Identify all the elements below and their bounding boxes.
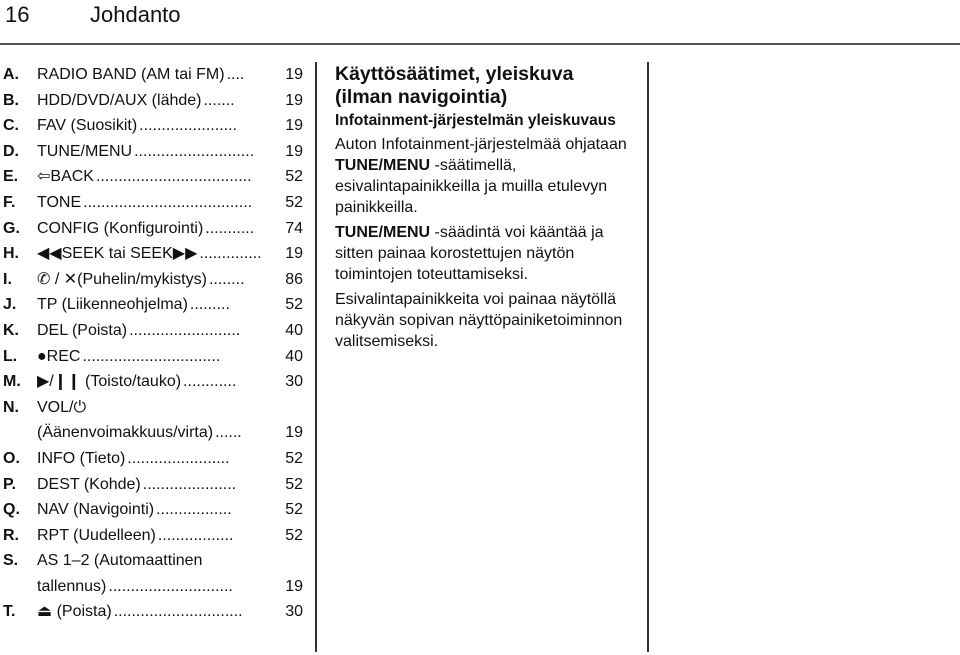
control-item (3, 548, 303, 599)
control-label: TP (Liikenneohjelma) (37, 296, 188, 314)
page-reference: 19 (285, 424, 303, 442)
control-letter: D. (3, 142, 19, 160)
dot-leader: ............................. (113, 603, 243, 621)
dot-leader: ................................... (95, 168, 252, 186)
control-line (37, 599, 303, 625)
paragraph-preset-buttons: Esivalintapainikkeita voi painaa näytöllä näkyvän sopivan näyttöpainiketoiminnon valitsemiseksi. (335, 291, 623, 350)
control-letter: L. (3, 347, 18, 365)
control-letter: P. (3, 475, 17, 493)
control-item (3, 523, 303, 549)
control-line (37, 241, 303, 267)
dot-leader: ........... (205, 219, 255, 237)
control-line (37, 292, 303, 318)
control-label: DEL (Poista) (37, 321, 128, 339)
dot-leader: ............................ (108, 577, 233, 595)
control-line (37, 62, 303, 88)
page-reference: 74 (285, 219, 303, 237)
dot-leader: ........ (208, 270, 245, 288)
control-letter: F. (3, 193, 16, 211)
page-reference: 30 (285, 373, 303, 391)
control-line (37, 497, 303, 523)
dot-leader: ................. (156, 501, 232, 519)
control-letter: E. (3, 168, 19, 186)
control-description (37, 472, 303, 498)
dot-leader: ...................................... (83, 193, 253, 211)
control-letter: H. (3, 245, 19, 263)
control-line (37, 164, 303, 190)
control-letter: I. (3, 270, 12, 288)
page-reference: 40 (285, 321, 303, 339)
control-description (37, 292, 303, 318)
control-label: ⇦BACK (37, 168, 94, 186)
controls-legend-list (3, 62, 303, 625)
control-label: VOL/⏻ (37, 398, 87, 416)
dot-leader: ............ (183, 373, 237, 391)
control-label: RPT (Uudelleen) (37, 526, 156, 544)
page-reference: 52 (285, 501, 303, 519)
control-item (3, 497, 303, 523)
control-line (37, 395, 303, 421)
page-reference: 30 (285, 603, 303, 621)
control-description (37, 62, 303, 88)
page-reference: 19 (285, 577, 303, 595)
column-divider-right (647, 62, 649, 652)
control-line (37, 369, 303, 395)
control-label: HDD/DVD/AUX (lähde) (37, 91, 202, 109)
control-description (37, 395, 303, 446)
control-label: FAV (Suosikit) (37, 117, 138, 135)
control-letter: O. (3, 449, 20, 467)
control-line (37, 190, 303, 216)
control-description (37, 523, 303, 549)
header-divider (0, 43, 960, 45)
dot-leader: ......................... (129, 321, 241, 339)
control-line (37, 446, 303, 472)
control-item (3, 395, 303, 446)
control-label: TONE (37, 193, 82, 211)
control-letter: T. (3, 603, 16, 621)
dot-leader: ....... (203, 91, 235, 109)
control-line (37, 344, 303, 370)
control-description (37, 164, 303, 190)
control-letter: K. (3, 321, 19, 339)
control-item (3, 113, 303, 139)
paragraph-tune-menu (335, 222, 635, 285)
page-reference: 52 (285, 168, 303, 186)
control-line (37, 523, 303, 549)
control-description (37, 113, 303, 139)
column-divider-left (315, 62, 317, 652)
control-letter: J. (3, 296, 17, 314)
page-reference: 52 (285, 475, 303, 493)
control-description (37, 267, 303, 293)
control-description (37, 446, 303, 472)
control-item (3, 369, 303, 395)
control-description (37, 369, 303, 395)
control-letter: B. (3, 91, 19, 109)
control-description (37, 190, 303, 216)
page-reference: 52 (285, 526, 303, 544)
control-description (37, 241, 303, 267)
page-reference: 19 (285, 66, 303, 83)
control-line (37, 420, 303, 446)
control-letter: M. (3, 373, 21, 391)
control-line (37, 267, 303, 293)
control-label: ✆ / ✕(Puhelin/mykistys) (37, 270, 207, 288)
control-item (3, 472, 303, 498)
dot-leader: ................. (157, 526, 234, 544)
control-letter: Q. (3, 501, 20, 519)
control-item (3, 267, 303, 293)
control-line (37, 88, 303, 114)
paragraph-intro-part2: -säätimellä, esivalintapainikkeilla ja muilla etulevyn painikkeilla. (335, 157, 608, 216)
control-description (37, 88, 303, 114)
page-reference: 86 (285, 270, 303, 288)
control-item (3, 139, 303, 165)
dot-leader: .... (226, 66, 245, 83)
paragraph-tune-menu-text: -säädintä voi kääntää ja sitten painaa korostettujen näytön toimintojen toteuttamiseksi. (335, 224, 604, 283)
control-description (37, 216, 303, 242)
control-label: DEST (Kohde) (37, 475, 141, 493)
control-label: NAV (Navigointi) (37, 501, 155, 519)
control-line (37, 139, 303, 165)
control-label: INFO (Tieto) (37, 449, 126, 467)
control-label: tallennus) (37, 577, 107, 595)
control-label: RADIO BAND (AM tai FM) (37, 66, 225, 83)
control-item (3, 164, 303, 190)
control-letter: S. (3, 552, 19, 570)
control-letter: N. (3, 398, 19, 416)
control-item (3, 88, 303, 114)
control-letter: A. (3, 66, 19, 83)
control-item (3, 216, 303, 242)
dot-leader: ....................... (127, 449, 230, 467)
control-item (3, 318, 303, 344)
control-description (37, 139, 303, 165)
dot-leader: ......... (189, 296, 230, 314)
page-reference: 19 (285, 142, 303, 160)
control-line (37, 216, 303, 242)
overview-section (335, 63, 635, 352)
control-item (3, 62, 303, 88)
dot-leader: ..................... (142, 475, 237, 493)
page-reference: 19 (285, 245, 303, 263)
control-label: ◀◀SEEK tai SEEK▶▶ (37, 245, 198, 263)
control-description (37, 318, 303, 344)
page-number: 16 (5, 2, 30, 27)
page-reference: 52 (285, 449, 303, 467)
paragraph-intro-part1: Auton Infotainment-järjestelmää ohjataan (335, 136, 627, 153)
control-letter: R. (3, 526, 19, 544)
control-description (37, 548, 303, 599)
dot-leader: ...................... (139, 117, 237, 135)
control-item (3, 446, 303, 472)
control-label: (Äänenvoimakkuus/virta) (37, 424, 214, 442)
control-letter: G. (3, 219, 20, 237)
control-item (3, 344, 303, 370)
dot-leader: .............. (199, 245, 262, 263)
dot-leader: ...... (215, 424, 242, 442)
control-line (37, 472, 303, 498)
tune-menu-term: TUNE/MENU (335, 224, 431, 241)
section-title: Käyttösäätimet, yleiskuva (ilman navigointia) (335, 63, 574, 108)
page-reference: 19 (285, 117, 303, 135)
control-line (37, 548, 303, 574)
control-description (37, 497, 303, 523)
dot-leader: ............................... (82, 347, 221, 365)
control-item (3, 599, 303, 625)
control-letter: C. (3, 117, 19, 135)
control-label: ●REC (37, 347, 81, 365)
page-header (0, 0, 960, 44)
control-item (3, 241, 303, 267)
control-description (37, 344, 303, 370)
section-subtitle: Infotainment-järjestelmän yleiskuvaus (335, 112, 616, 129)
control-description (37, 599, 303, 625)
control-label: CONFIG (Konfigurointi) (37, 219, 204, 237)
control-label: ▶/❙❙ (Toisto/tauko) (37, 373, 182, 391)
page-reference: 40 (285, 347, 303, 365)
control-item (3, 292, 303, 318)
page-reference: 52 (285, 193, 303, 211)
control-label: AS 1–2 (Automaattinen (37, 552, 203, 570)
page-reference: 19 (285, 91, 303, 109)
control-line (37, 113, 303, 139)
tune-menu-term: TUNE/MENU (335, 157, 431, 174)
page-reference: 52 (285, 296, 303, 314)
control-line (37, 318, 303, 344)
control-label: TUNE/MENU (37, 142, 133, 160)
control-item (3, 190, 303, 216)
chapter-title: Johdanto (90, 2, 181, 27)
control-line (37, 574, 303, 600)
dot-leader: ........................... (134, 142, 255, 160)
paragraph-intro (335, 134, 635, 218)
control-label: ⏏ (Poista) (37, 603, 112, 621)
